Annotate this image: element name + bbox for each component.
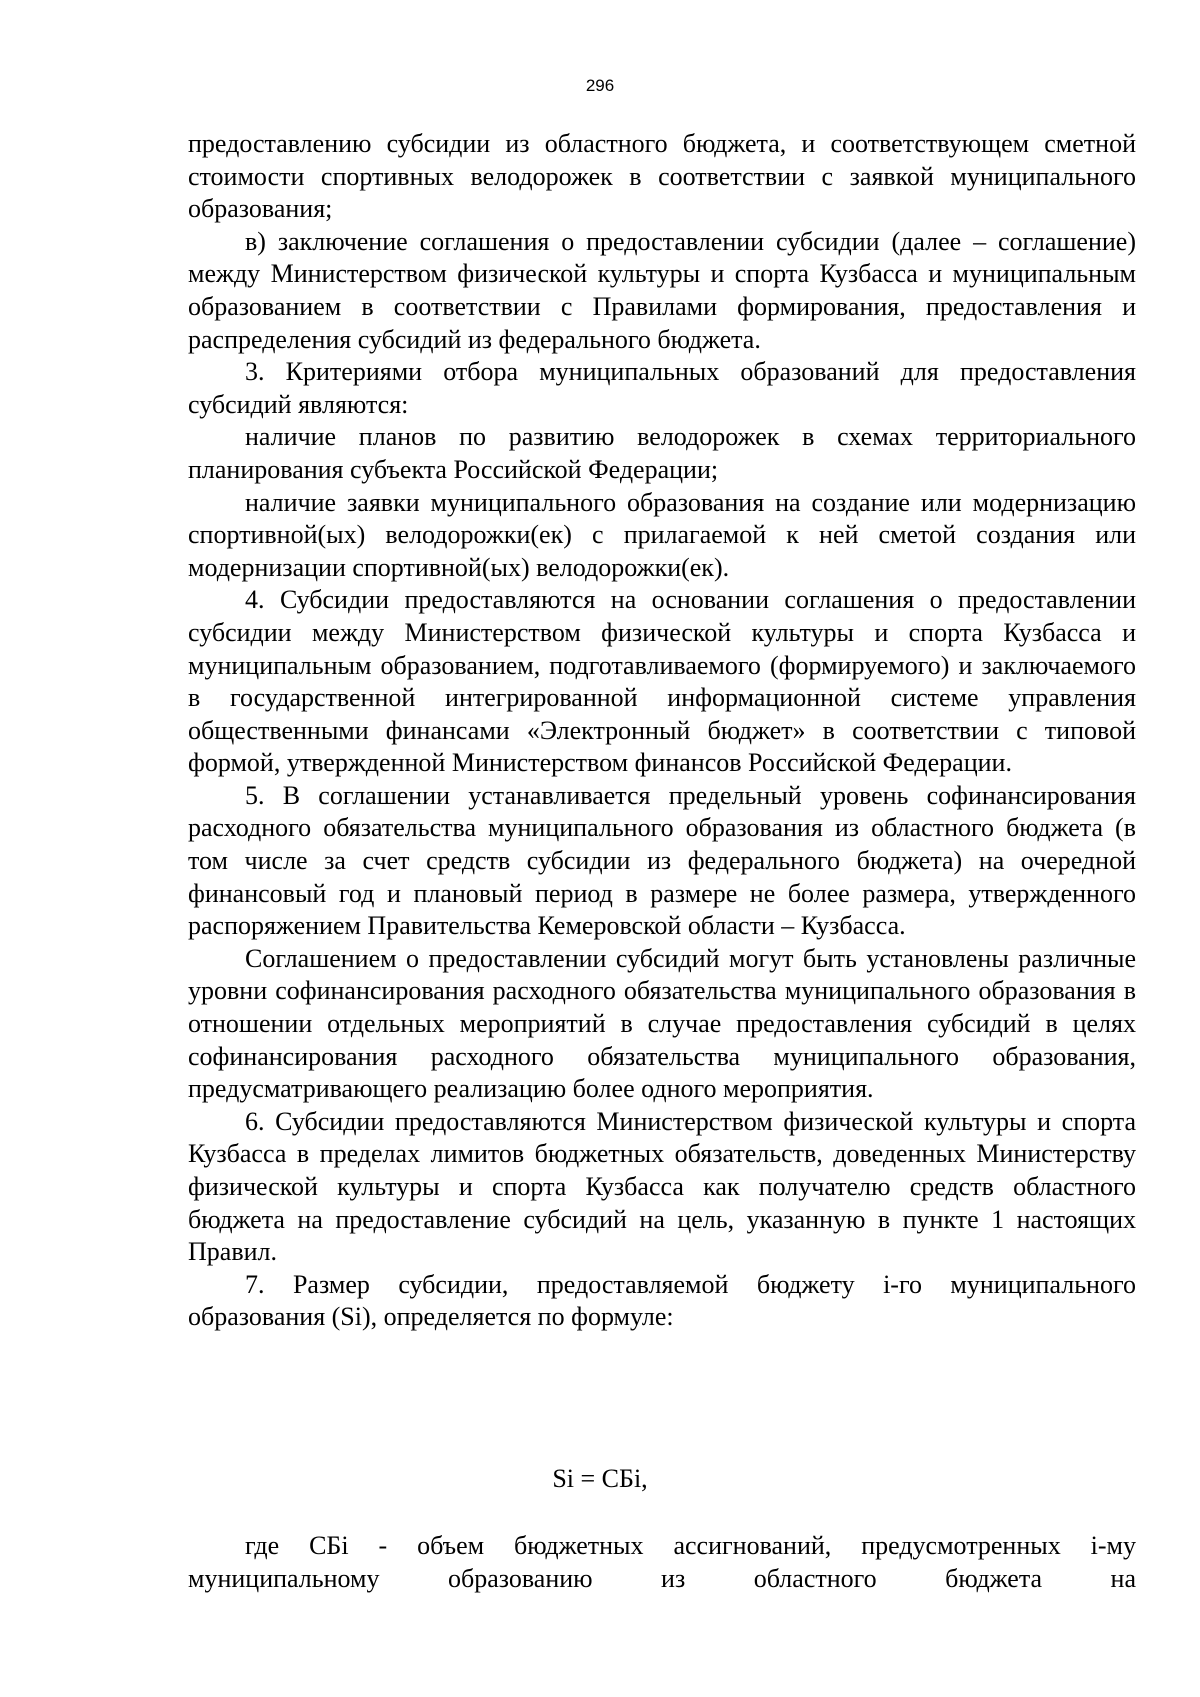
paragraph-criterion-plans: наличие планов по развитию велодорожек в схемах территориального планирования субъекта Российской Федерации; [188,422,1136,484]
tail-text [188,1530,1136,1595]
paragraph-item-v: в) заключение соглашения о предоставлении субсидии (далее – соглашение) между Министерством физической культуры и спорта Кузбасса и муниципальным образованием в соответствии с Правилами формирования, предоставления и распределения субсидий из федерального бюджета. [188,226,1136,354]
paragraph-formula-explanation: где СБi - объем бюджетных ассигнований, предусмотренных i-му муниципальному образованию из областного бюджета на [188,1531,1136,1593]
formula: Si = СБi, [552,1464,648,1493]
paragraph-6: 6. Субсидии предоставляются Министерством физической культуры и спорта Кузбасса в пределах лимитов бюджетных обязательств, доведенных Министерству физической культуры и спорта Кузбасса как получателю средств областного бюджета на предоставление субсидий на цель, указанную в пункте 1 настоящих Правил. [188,1106,1136,1267]
paragraph-4: 4. Субсидии предоставляются на основании соглашения о предоставлении субсидии между Министерством физической культуры и спорта Кузбасса и муниципальным образованием, подготавливаемого (формируемого) и заключаемого в государственной интегрированной информационной системе управления общественными финансами «Электронный бюджет» в соответствии с типовой формой, утвержденной Министерством финансов Российской Федерации. [188,585,1136,778]
paragraph-3: 3. Критериями отбора муниципальных образований для предоставления субсидий являются: [188,357,1136,419]
paragraph-cofinancing: Соглашением о предоставлении субсидий могут быть установлены различные уровни софинансирования расходного обязательства муниципального образования в отношении отдельных мероприятий в случае предоставления субсидий в целях софинансирования расходного обязательства муниципального образования, предусматривающего реализацию более одного мероприятия. [188,943,1136,1104]
paragraph-5: 5. В соглашении устанавливается предельный уровень софинансирования расходного обязательства муниципального образования из областного бюджета (в том числе за счет средств субсидии из федерального бюджета) на очередной финансовый год и плановый период в размере не более размера, утвержденного распоряжением Правительства Кемеровской области – Кузбасса. [188,780,1136,941]
paragraph-continuation: предоставлению субсидии из областного бюджета, и соответствующем сметной стоимости спортивных велодорожек в соответствии с заявкой муниципального образования; [188,129,1136,224]
body-text [188,128,1136,1334]
paragraph-7: 7. Размер субсидии, предоставляемой бюджету i-го муниципального образования (Si), определяется по формуле: [188,1269,1136,1332]
page-number: 296 [585,76,615,95]
paragraph-criterion-application: наличие заявки муниципального образования на создание или модернизацию спортивной(ых) велодорожки(ек) с прилагаемой к ней сметой создания или модернизации спортивной(ых) велодорожки(ек). [188,487,1136,582]
